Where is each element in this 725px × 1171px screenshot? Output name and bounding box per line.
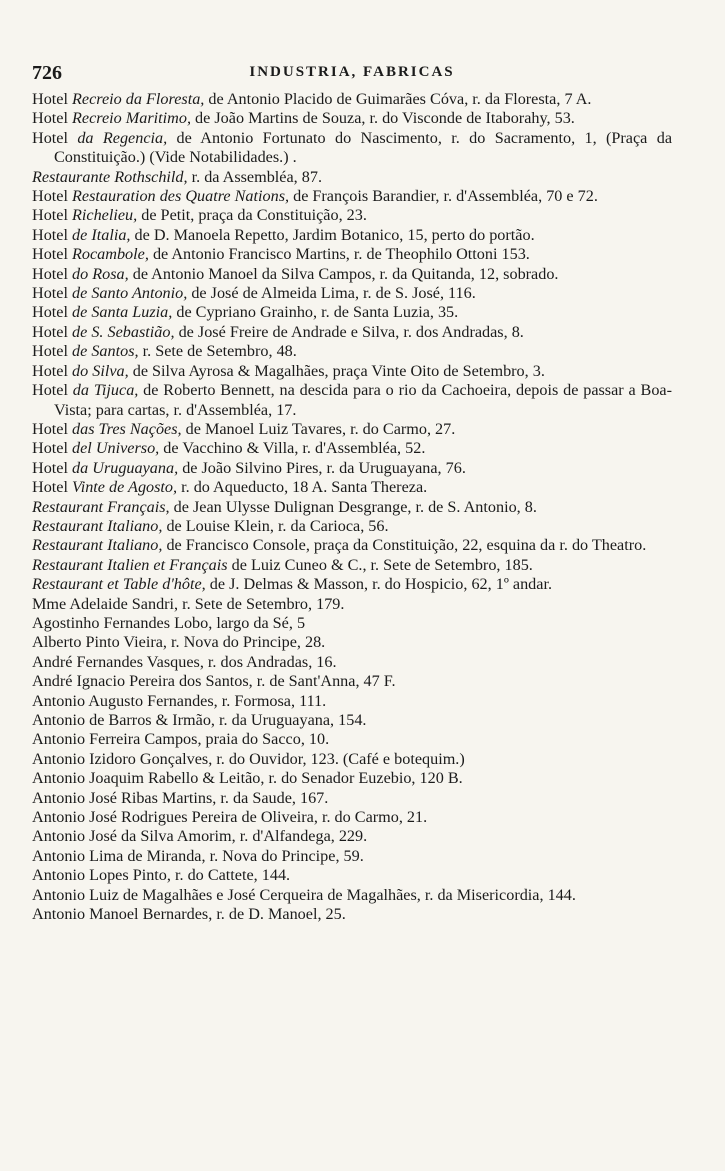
entry-lead: Antonio Luiz de Magalhães e José Cerqueira de Magalhães, r. da Misericordia, 144. (32, 885, 576, 904)
directory-entry (32, 90, 672, 109)
entry-establishment-name: do Silva, (72, 361, 129, 380)
entry-lead: Hotel (32, 90, 73, 108)
entry-details: de Vacchino & Villa, r. d'Assembléa, 52. (159, 439, 426, 458)
directory-entry (32, 595, 672, 614)
running-title: INDUSTRIA, FABRICAS (249, 64, 455, 80)
entry-lead: Hotel (32, 109, 73, 128)
directory-entry (32, 323, 672, 342)
directory-entry (32, 886, 672, 905)
entry-details: de D. Manoela Repetto, Jardim Botanico, 15, perto do portão. (130, 225, 535, 244)
entry-lead: Hotel (32, 284, 73, 303)
entry-lead: Antonio Izidoro Gonçalves, r. do Ouvidor, 123. (Café e botequim.) (32, 749, 465, 768)
entry-lead: André Fernandes Vasques, r. dos Andradas, 16. (32, 652, 337, 671)
entry-lead: Hotel (32, 187, 73, 206)
directory-entry (32, 362, 672, 381)
entry-lead: Hotel (32, 245, 73, 264)
directory-entry (32, 129, 672, 168)
entry-lead: Antonio Manoel Bernardes, r. de D. Manoel, 25. (32, 905, 346, 924)
entry-details: de José Freire de Andrade e Silva, r. dos Andradas, 8. (174, 322, 524, 341)
entry-lead: Antonio Augusto Fernandes, r. Formosa, 111. (32, 691, 327, 710)
entry-establishment-name: Restaurante Rothschild, (32, 167, 188, 186)
directory-entry (32, 439, 672, 458)
entry-lead: Antonio José Rodrigues Pereira de Oliveira, r. do Carmo, 21. (32, 808, 428, 827)
directory-listing (32, 90, 672, 924)
directory-entry (32, 420, 672, 439)
entry-details: de Antonio Francisco Martins, r. de Theophilo Ottoni 153. (148, 245, 530, 264)
entry-establishment-name: Richelieu, (72, 206, 138, 225)
directory-entry (32, 498, 672, 517)
entry-lead: Alberto Pinto Vieira, r. Nova do Principe, 28. (32, 633, 326, 652)
entry-lead: Antonio Joaquim Rabello & Leitão, r. do Senador Euzebio, 120 B. (32, 769, 463, 788)
entry-establishment-name: de Santos, (72, 342, 139, 361)
directory-entry (32, 109, 672, 128)
entry-details: de Antonio Fortunato do Nascimento, r. do Sacramento, 1, (Praça da Constituição.) (Vide Notabilidades.) . (54, 128, 672, 167)
directory-entry (32, 653, 672, 672)
entry-lead: Hotel (32, 342, 73, 361)
directory-entry (32, 866, 672, 885)
entry-establishment-name: de Santo Antonio, (72, 284, 188, 303)
entry-details: de Luiz Cuneo & C., r. Sete de Setembro, 185. (227, 555, 533, 574)
entry-lead: Hotel (32, 225, 73, 244)
entry-details: de François Barandier, r. d'Assembléa, 70 e 72. (289, 187, 598, 206)
entry-establishment-name: Recreio Maritimo, (72, 109, 191, 128)
entry-details: de João Martins de Souza, r. do Visconde de Itaborahy, 53. (191, 109, 575, 128)
entry-details: de Francisco Console, praça da Constituição, 22, esquina da r. do Theatro. (162, 536, 647, 555)
entry-details: de Silva Ayrosa & Magalhães, praça Vinte Oito de Setembro, 3. (128, 361, 545, 380)
directory-entry (32, 265, 672, 284)
entry-establishment-name: Restaurant et Table d'hôte, (32, 575, 206, 594)
page-header (32, 62, 672, 84)
directory-entry (32, 692, 672, 711)
entry-details: r. da Assembléa, 87. (187, 167, 322, 186)
directory-entry (32, 226, 672, 245)
directory-entry (32, 187, 672, 206)
directory-entry (32, 517, 672, 536)
entry-establishment-name: de S. Sebastião, (72, 322, 175, 341)
directory-entry (32, 730, 672, 749)
entry-details: de Petit, praça da Constituição, 23. (137, 206, 367, 225)
page-number: 726 (32, 62, 62, 84)
directory-entry (32, 536, 672, 555)
entry-lead: Hotel (32, 439, 73, 458)
entry-establishment-name: Restaurant Français, (32, 497, 170, 516)
entry-establishment-name: Restaurant Italien et Français (32, 555, 228, 574)
entry-establishment-name: del Universo, (72, 439, 160, 458)
entry-lead: Agostinho Fernandes Lobo, largo da Sé, 5 (32, 613, 306, 632)
directory-entry (32, 575, 672, 594)
directory-entry (32, 827, 672, 846)
directory-entry (32, 245, 672, 264)
entry-establishment-name: da Regencia, (77, 128, 168, 147)
entry-lead: Antonio Lopes Pinto, r. do Cattete, 144. (32, 866, 291, 885)
directory-entry (32, 556, 672, 575)
entry-details: r. Sete de Setembro, 48. (138, 342, 297, 361)
directory-entry (32, 614, 672, 633)
entry-establishment-name: da Tijuca, (72, 381, 139, 400)
entry-establishment-name: do Rosa, (72, 264, 129, 283)
directory-entry (32, 847, 672, 866)
entry-lead: Hotel (32, 478, 73, 497)
entry-lead: Antonio de Barros & Irmão, r. da Uruguayana, 154. (32, 711, 367, 729)
entry-establishment-name: de Italia, (72, 225, 131, 244)
entry-details: de Manoel Luiz Tavares, r. do Carmo, 27. (181, 419, 456, 438)
entry-details: de Jean Ulysse Dulignan Desgrange, r. de S. Antonio, 8. (169, 497, 537, 516)
entry-details: de J. Delmas & Masson, r. do Hospicio, 62, 1º andar. (205, 575, 553, 594)
directory-entry (32, 672, 672, 691)
entry-lead: Antonio José da Silva Amorim, r. d'Alfandega, 229. (32, 827, 368, 846)
directory-entry (32, 808, 672, 827)
directory-entry (32, 769, 672, 788)
entry-lead: Hotel (32, 458, 73, 477)
entry-establishment-name: Rocambole, (72, 245, 149, 264)
entry-details: de Antonio Placido de Guimarães Cóva, r. da Floresta, 7 A. (204, 90, 592, 108)
entry-details: r. do Aqueducto, 18 A. Santa Thereza. (177, 478, 428, 497)
entry-establishment-name: da Uruguayana, (72, 458, 179, 477)
directory-entry (32, 284, 672, 303)
entry-lead: Hotel (32, 381, 73, 400)
entry-details: de Cypriano Grainho, r. de Santa Luzia, 35. (172, 303, 459, 322)
entry-establishment-name: das Tres Nações, (72, 419, 182, 438)
entry-establishment-name: Vinte de Agosto, (72, 478, 178, 497)
entry-details: de João Silvino Pires, r. da Uruguayana, 76. (178, 458, 466, 477)
entry-details: de Louise Klein, r. da Carioca, 56. (162, 516, 389, 535)
entry-lead: Mme Adelaide Sandri, r. Sete de Setembro, 179. (32, 594, 345, 613)
entry-details: de Roberto Bennett, na descida para o rio da Cachoeira, depois de passar a Boa-Vista; para cartas, r. d'Assembléa, 17. (54, 381, 672, 419)
directory-entry (32, 750, 672, 769)
entry-lead: Antonio José Ribas Martins, r. da Saude, 167. (32, 788, 329, 807)
entry-lead: Hotel (32, 128, 78, 147)
directory-entry (32, 478, 672, 497)
entry-lead: Hotel (32, 264, 73, 283)
entry-establishment-name: Restauration des Quatre Nations, (72, 187, 290, 206)
directory-entry (32, 459, 672, 478)
directory-entry (32, 711, 672, 730)
directory-entry (32, 168, 672, 187)
entry-lead: Hotel (32, 361, 73, 380)
directory-entry (32, 206, 672, 225)
directory-entry (32, 905, 672, 924)
directory-entry (32, 342, 672, 361)
directory-entry (32, 789, 672, 808)
entry-lead: Hotel (32, 322, 73, 341)
entry-details: de José de Almeida Lima, r. de S. José, 116. (187, 284, 476, 303)
directory-entry (32, 633, 672, 652)
entry-lead: Hotel (32, 419, 73, 438)
entry-lead: Antonio Ferreira Campos, praia do Sacco, 10. (32, 730, 330, 749)
entry-details: de Antonio Manoel da Silva Campos, r. da Quitanda, 12, sobrado. (128, 264, 559, 283)
entry-establishment-name: de Santa Luzia, (72, 303, 173, 322)
directory-entry (32, 303, 672, 322)
entry-establishment-name: Restaurant Italiano, (32, 536, 163, 555)
entry-lead: Antonio Lima de Miranda, r. Nova do Principe, 59. (32, 846, 364, 865)
entry-establishment-name: Recreio da Floresta, (72, 90, 205, 108)
entry-lead: Hotel (32, 303, 73, 322)
entry-establishment-name: Restaurant Italiano, (32, 516, 163, 535)
directory-entry (32, 381, 672, 420)
entry-lead: Hotel (32, 206, 73, 225)
entry-lead: André Ignacio Pereira dos Santos, r. de Sant'Anna, 47 F. (32, 672, 396, 691)
